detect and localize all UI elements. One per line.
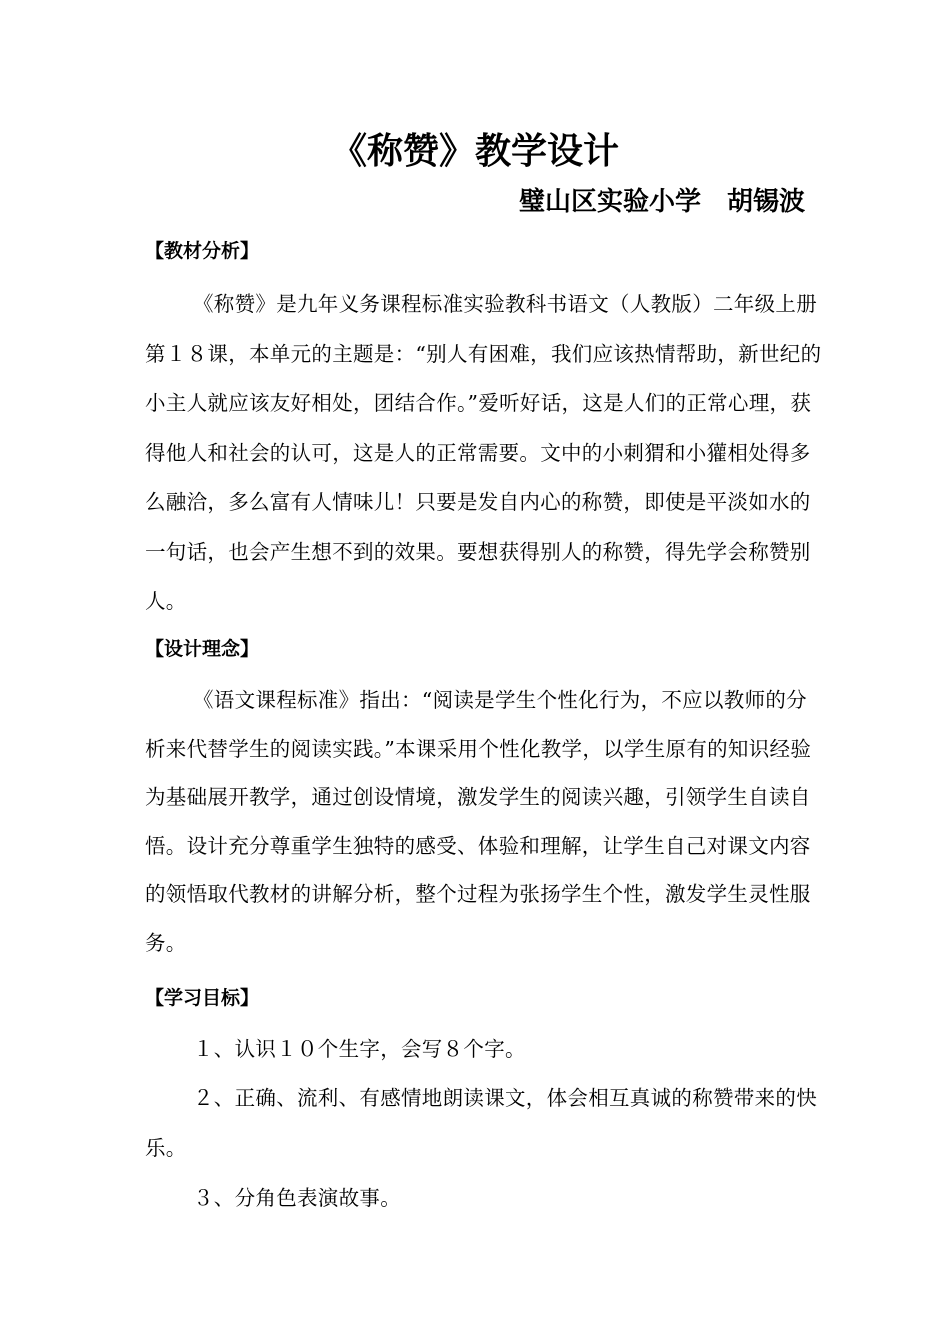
goal-item-3: ３、分角色表演故事。 <box>193 1186 401 1210</box>
section-heading-goals: 【学习目标】 <box>145 987 260 1009</box>
goal-item-1: １、认识１０个生字，会写８个字。 <box>193 1037 526 1061</box>
goal-item-2: ２、正确、流利、有感情地朗读课文，体会相互真诚的称赞带来的快乐。 <box>145 1086 817 1160</box>
section-heading-analysis: 【教材分析】 <box>145 240 260 262</box>
concept-paragraph: 《语文课程标准》指出：“阅读是学生个性化行为，不应以教师的分析来代替学生的阅读实践。”本课采用个性化教学，以学生原有的知识经验为基础展开教学，通过创设情境，激发学生的阅读兴趣，引领学生自读自悟。设计充分尊重学生独特的感受、体验和理解，让学生自己对课文内容的领悟取代教材的讲解分析，整个过程为张扬学生个性，激发学生灵性服务。 <box>145 688 812 955</box>
author-line: 璧山区实验小学 胡锡波 <box>518 187 805 217</box>
analysis-paragraph: 《称赞》是九年义务课程标准实验教科书语文（人教版）二年级上册第１８课，本单元的主题是：“别人有困难，我们应该热情帮助，新世纪的小主人就应该友好相处，团结合作。”爱听好话，这是人们的正常心理，获得他人和社会的认可，这是人的正常需要。文中的小刺猬和小獾相处得多么融洽，多么富有人情味儿！只要是发自内心的称赞，即使是平淡如水的一句话，也会产生想不到的效果。要想获得别人的称赞，得先学会称赞别人。 <box>145 292 822 613</box>
section-heading-concept: 【设计理念】 <box>145 638 260 660</box>
document-title: 《称赞》教学设计 <box>330 131 619 172</box>
